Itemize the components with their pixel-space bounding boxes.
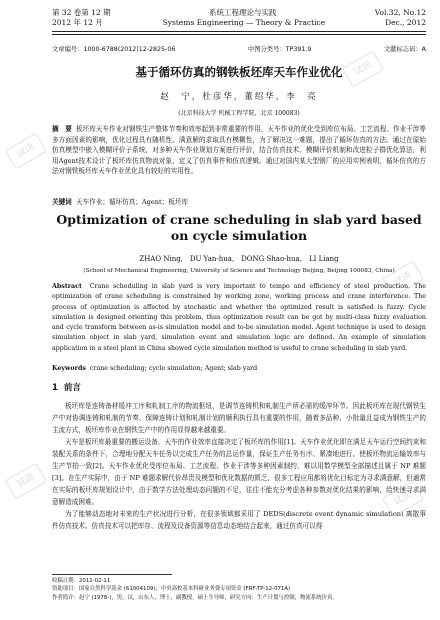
volume-issue-en: Vol.32, No.12 [374, 8, 426, 17]
abstract-text-cn: 板坯库天车作业对钢铁生产整体节奏和效率起到非常重要的作用，天车作业的优化受到库位布局、工艺流程、作业干涉等多方面因素的影响，优化过程具有随机性、满意解的求取具有模糊性，为了解决这一难题，提出了循环仿真的方法。通过在原始仿真模型中嵌入模糊评价子系统，对多种天车作业规划方案进行评价，结合仿真技术、模糊评价机制和改进粒子群优化算法，利用Agent技术设计了板坯库仿真物流对象，定义了仿真事件和仿真逻辑。通过对国内某大型钢厂的应用实例表明，循环仿真的方法对钢铁板坯库天车作业优化具有较好的实用性。 [52, 125, 426, 176]
affiliation-english: (School of Mechanical Engineering, University of Science and Technology Beijing, Beijing 100083, China) [83, 268, 395, 274]
keywords-chinese [52, 196, 426, 206]
section-number: 1 [52, 383, 58, 393]
abstract-label-en: Abstract [52, 283, 82, 290]
volume-issue-cn: 第 32 卷第 12 期 [52, 8, 111, 17]
date-cn: 2012 年 12 月 [52, 18, 103, 27]
authors-chinese: 赵 宁，杜彦华，董绍华，李 亮 [160, 92, 318, 102]
footnote-author: 作者简介：赵宁 (1978-)，男，汉，山东人，博士，副教授，硕士生导师，研究方向：生产计划与控制，物流系统仿真。 [52, 594, 338, 601]
abstract-text-en: Crane scheduling in slab yard is very important to tempo and efficiency of steel production. The optimization of crane scheduling is constrained by working zone, working process and crane interference. The process of optimization is affected by stochastic and whether the optimized result is satisfied is fuzzy. Cycle simulation is designed orienting this problem, thus optimization result can be got by multi-class fuzzy evaluation and cycle transform between as-is simulation model and to-be simulation model. Agent technique is used to design simulation object in slab yard, simulation event and simulation logic are defined. An example of simulation application in a steel plant in China showed cycle simulation method is useful to crane scheduling in slab yard. [52, 283, 426, 352]
watermark-stamp: 试读 [382, 260, 424, 297]
body-paragraph: 为了能够动态地对未来的生产状况进行分析，在很多领域都采用了 DEDS(discrete event dynamic simulation) 离散事件仿真技术。仿真技术可以把库存、流程及设备资源等信息动态地结合起来，通过仿真可以得 [52, 510, 426, 530]
title-english: Optimization of crane scheduling in slab yard based on cycle simulation [56, 212, 422, 243]
journal-name-cn: 系统工程理论与实践 [208, 8, 277, 17]
body-paragraph: 板坯库是连铸备材缓冲工序和轧制工序的物流枢纽，是调节连铸机和轧制生产所必需的缓冲环节。因此板坯库在现代钢铁生产中对协调连铸和轧制的节奏、保障连铸计划和轧制计划的顺利执行具有重要的作用，随着多品种、小批量且益成为钢铁生产的主流方式，板坯库作业在钢铁生产中的作用显得越来越重要。 [52, 402, 426, 434]
authors-english: ZHAO Ning, DU Yan-hua, DONG Shao-hua, LI Liang [139, 255, 339, 263]
abstract-chinese [52, 124, 426, 177]
keywords-label-en: Keywords [52, 365, 86, 372]
header-rule-thick [52, 31, 426, 32]
body-paragraph: 天车是板坯库最重要的搬运设备，天车的作业效率直接决定了板坯库的作用[1]。天车作业优化即在满足天车运行空间约束和装配关系的条件下，合理地分配天车任务以完成生产任务的总运作量，保证生产任务有序、紧凑地进行。使板坯物流运输效率与生产节拍一致[2]。天车作业优化受库位布局、工艺流程、作业干涉等多种因素制约，难以用数学模型全部描述且属于 NP 难题[3]。在生产实际中，由于 NP 难题求解代价昂贵及模型和优化数据的匮乏，很多工程应用都将优化目标定为寻求满意解，但通常在实际的板坯库规划设计中，由于数学方法处理动态问题的不足，往往不能充分考虑各种参数对优化结果的影响，给快速寻求满意解造成困难。 [52, 438, 426, 506]
keywords-english [52, 365, 426, 372]
footnote-rule [52, 574, 172, 575]
watermark-stamp: 试读 [5, 132, 47, 169]
running-header [52, 8, 426, 28]
body-text [52, 400, 426, 532]
title-chinese: 基于循环仿真的钢铁板坯库天车作业优化 [135, 65, 343, 79]
watermark-stamp: 试读 [342, 50, 384, 87]
section-heading [52, 381, 81, 393]
abstract-label-cn: 摘 要 [52, 125, 72, 133]
date-en: Dec., 2012 [385, 18, 426, 27]
keywords-text-cn: 天车作业；循环仿真；Agent；板坯库 [75, 198, 189, 206]
section-title: 前言 [63, 383, 81, 393]
keywords-text-en: crane scheduling; cycle simulation; Agent; slab yard [89, 365, 258, 372]
clc-number: 中图分类号：TP391.9 [247, 46, 312, 53]
document-code: 文献标志码：A [383, 46, 426, 53]
footnote-received: 收稿日期：2011-02-11 [52, 578, 111, 584]
footnotes [52, 577, 426, 602]
watermark-stamp: 试读 [5, 462, 47, 499]
journal-name-en: Systems Engineering — Theory & Practice [162, 18, 326, 27]
keywords-label-cn: 关键词 [52, 198, 72, 206]
article-id: 文章编号：1000-6788(2012)12-2825-06 [52, 46, 176, 53]
affiliation-chinese: (北京科技大学 机械工程学院，北京 100083) [178, 110, 300, 117]
footnote-funding: 资助项目：国家自然科学基金 (61004109)；中央高校基本科研业务费专项资金 (FRF-TP-12-071A) [52, 586, 291, 593]
header-rule-thin [52, 34, 426, 35]
watermark-stamp: 试读 [382, 480, 424, 517]
abstract-english [52, 282, 426, 354]
